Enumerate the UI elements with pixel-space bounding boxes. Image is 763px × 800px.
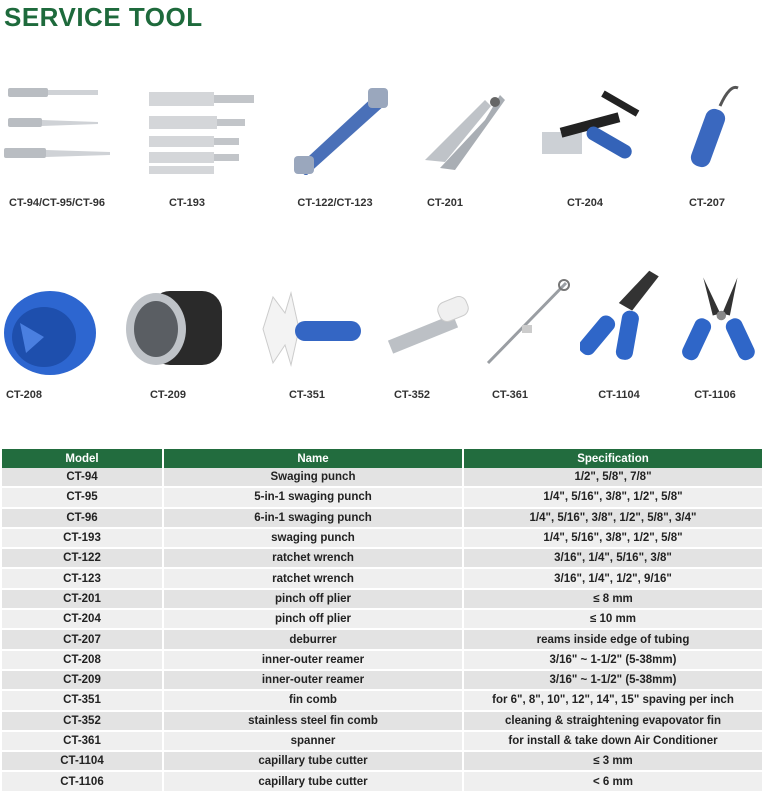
cell-specification: reams inside edge of tubing [463, 629, 762, 649]
cell-specification: 1/4", 5/16", 3/8", 1/2", 5/8" [463, 487, 762, 507]
cell-specification: 3/16", 1/4", 5/16", 3/8" [463, 548, 762, 568]
cell-name: ratchet wrench [163, 568, 463, 588]
tool-caption: CT-201 [426, 197, 464, 209]
cell-model: CT-207 [2, 629, 163, 649]
tool-caption: CT-361 [491, 389, 529, 401]
tool-caption: CT-209 [149, 389, 187, 401]
cell-model: CT-208 [2, 650, 163, 670]
table-row [2, 771, 762, 791]
table-row [2, 528, 762, 548]
cell-specification: 3/16" ~ 1-1/2" (5-38mm) [463, 650, 762, 670]
cell-specification: < 6 mm [463, 771, 762, 791]
tool-image-ct-204 [540, 80, 650, 175]
table-header-row [2, 449, 762, 468]
tool-image-ct-361 [478, 275, 588, 370]
cell-specification: 3/16", 1/4", 1/2", 9/16" [463, 568, 762, 588]
table-row [2, 629, 762, 649]
tool-caption: CT-193 [168, 197, 206, 209]
tool-caption: CT-1106 [694, 389, 736, 401]
cell-name: swaging punch [163, 528, 463, 548]
tool-caption: CT-94/CT-95/CT-96 [9, 197, 105, 209]
cell-model: CT-96 [2, 508, 163, 528]
table-row [2, 508, 762, 528]
cell-name: 5-in-1 swaging punch [163, 487, 463, 507]
cell-model: CT-122 [2, 548, 163, 568]
cell-model: CT-1104 [2, 751, 163, 771]
cell-specification: ≤ 3 mm [463, 751, 762, 771]
tool-caption: CT-208 [5, 389, 43, 401]
tool-image-ct-122-123 [290, 80, 400, 175]
cell-model: CT-209 [2, 670, 163, 690]
cell-specification: cleaning & straightening evapovator fin [463, 711, 762, 731]
tool-image-ct-1106 [672, 268, 763, 363]
cell-specification: ≤ 8 mm [463, 589, 762, 609]
table-row [2, 690, 762, 710]
spec-table [2, 449, 762, 793]
cell-model: CT-123 [2, 568, 163, 588]
cell-model: CT-193 [2, 528, 163, 548]
column-header-name: Name [163, 449, 463, 468]
cell-model: CT-201 [2, 589, 163, 609]
cell-model: CT-95 [2, 487, 163, 507]
tool-caption: CT-1104 [598, 389, 640, 401]
table-row [2, 670, 762, 690]
cell-model: CT-361 [2, 731, 163, 751]
cell-model: CT-204 [2, 609, 163, 629]
tool-image-ct-94-96 [2, 80, 112, 175]
cell-name: stainless steel fin comb [163, 711, 463, 731]
tool-caption: CT-207 [688, 197, 726, 209]
tool-image-ct-208 [0, 283, 110, 378]
tool-image-ct-193 [145, 80, 255, 175]
cell-model: CT-1106 [2, 771, 163, 791]
cell-specification: ≤ 10 mm [463, 609, 762, 629]
column-header-model: Model [2, 449, 163, 468]
tool-image-ct-351 [255, 283, 365, 378]
tool-caption: CT-204 [566, 197, 604, 209]
table-row [2, 468, 762, 487]
cell-name: inner-outer reamer [163, 670, 463, 690]
cell-name: inner-outer reamer [163, 650, 463, 670]
tool-caption: CT-352 [393, 389, 431, 401]
cell-specification: 1/4", 5/16", 3/8", 1/2", 5/8", 3/4" [463, 508, 762, 528]
table-row [2, 589, 762, 609]
cell-specification: 1/4", 5/16", 3/8", 1/2", 5/8" [463, 528, 762, 548]
cell-name: ratchet wrench [163, 548, 463, 568]
cell-name: capillary tube cutter [163, 771, 463, 791]
table-row [2, 548, 762, 568]
cell-specification: 3/16" ~ 1-1/2" (5-38mm) [463, 670, 762, 690]
tool-image-ct-201 [415, 80, 525, 175]
table-row [2, 568, 762, 588]
cell-name: fin comb [163, 690, 463, 710]
cell-name: deburrer [163, 629, 463, 649]
cell-name: pinch off plier [163, 589, 463, 609]
tool-image-ct-207 [662, 80, 763, 175]
table-row [2, 487, 762, 507]
cell-specification: for install & take down Air Conditioner [463, 731, 762, 751]
tool-image-ct-209 [120, 283, 230, 378]
tool-caption: CT-351 [288, 389, 326, 401]
table-row [2, 609, 762, 629]
cell-model: CT-94 [2, 468, 163, 487]
cell-name: 6-in-1 swaging punch [163, 508, 463, 528]
table-row [2, 650, 762, 670]
cell-name: spanner [163, 731, 463, 751]
cell-specification: 1/2", 5/8", 7/8" [463, 468, 762, 487]
table-row [2, 731, 762, 751]
table-row [2, 711, 762, 731]
cell-name: Swaging punch [163, 468, 463, 487]
page-title: SERVICE TOOL [4, 2, 203, 32]
table-row [2, 751, 762, 771]
cell-model: CT-351 [2, 690, 163, 710]
cell-name: pinch off plier [163, 609, 463, 629]
cell-name: capillary tube cutter [163, 751, 463, 771]
cell-specification: for 6", 8", 10", 12", 14", 15" spaving per inch [463, 690, 762, 710]
cell-model: CT-352 [2, 711, 163, 731]
tool-image-ct-352 [380, 283, 490, 378]
column-header-specification: Specification [463, 449, 762, 468]
tool-caption: CT-122/CT-123 [297, 197, 373, 209]
